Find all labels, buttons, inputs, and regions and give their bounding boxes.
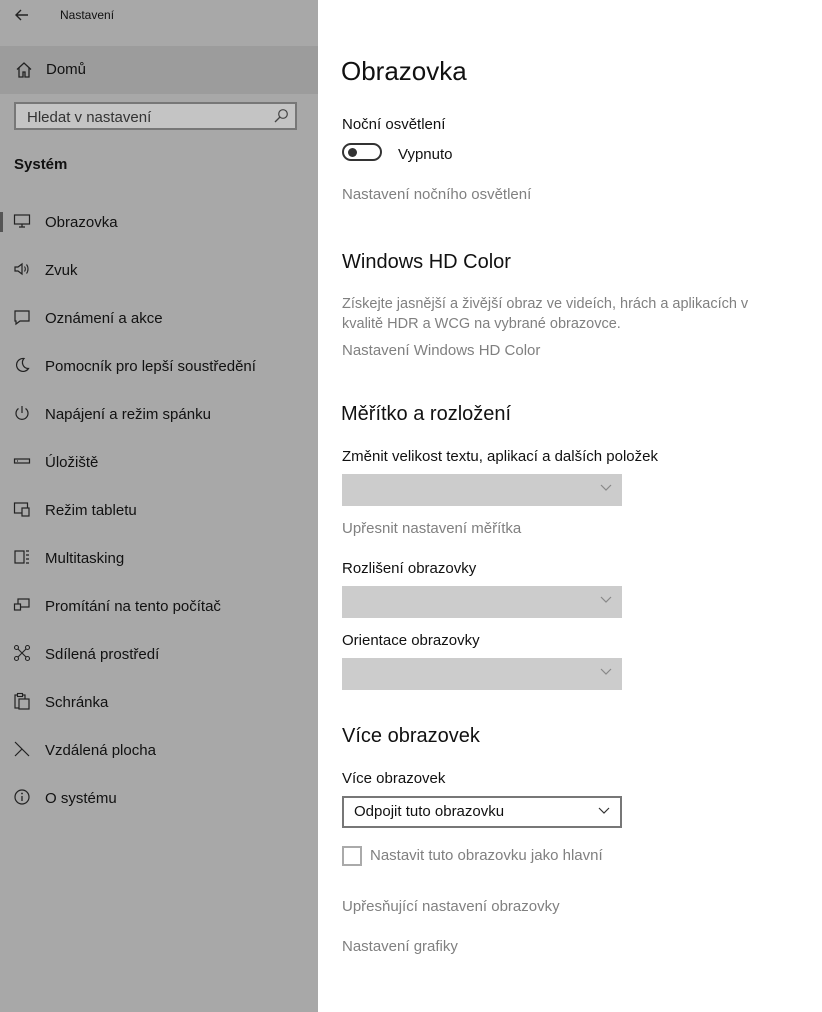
projecting-icon: [13, 596, 31, 614]
dropdown-selected-value: Odpojit tuto obrazovku: [354, 803, 505, 820]
sidebar-nav: [0, 198, 318, 822]
hd-color-heading: Windows HD Color: [342, 251, 511, 273]
sidebar-item-label: O systému: [45, 790, 117, 807]
resolution-dropdown[interactable]: [342, 586, 622, 618]
orientation-label: Orientace obrazovky: [342, 632, 480, 649]
sidebar-item-clipboard[interactable]: [0, 678, 318, 726]
multitasking-icon: [13, 548, 31, 566]
sidebar-item-label: Schránka: [45, 694, 109, 711]
scale-dropdown[interactable]: [342, 474, 622, 506]
sidebar: [0, 0, 318, 1012]
night-light-toggle-state: Vypnuto: [398, 146, 453, 163]
sidebar-item-display[interactable]: [0, 198, 318, 246]
sidebar-item-label: Zvuk: [45, 262, 78, 279]
sidebar-item-storage[interactable]: [0, 438, 318, 486]
clipboard-icon: [13, 692, 31, 710]
section-label: Systém: [14, 156, 68, 173]
page-title: Obrazovka: [341, 56, 467, 86]
hd-color-description: Získejte jasnější a živější obraz ve videích, hrách a aplikacích v kvalitě HDR a WCG na vybrané obrazovce.: [342, 296, 749, 332]
graphics-settings-link[interactable]: Nastavení grafiky: [342, 938, 458, 955]
sidebar-item-label: Režim tabletu: [45, 502, 137, 519]
sidebar-item-projecting[interactable]: [0, 582, 318, 630]
sidebar-item-shared-experiences[interactable]: [0, 630, 318, 678]
scale-layout-heading: Měřítko a rozložení: [341, 403, 512, 425]
sidebar-item-label: Promítání na tento počítač: [45, 598, 221, 615]
home-nav-item[interactable]: [0, 46, 318, 94]
monitor-icon: [13, 212, 31, 230]
speaker-icon: [13, 260, 31, 278]
orientation-dropdown[interactable]: [342, 658, 622, 690]
app-title: Nastavení: [60, 8, 115, 22]
resolution-label: Rozlišení obrazovky: [342, 560, 477, 577]
multiple-displays-heading: Více obrazovek: [342, 725, 480, 747]
multiple-displays-label: Více obrazovek: [342, 770, 446, 787]
back-button[interactable]: [12, 5, 32, 25]
sidebar-item-remote-desktop[interactable]: [0, 726, 318, 774]
sidebar-item-label: Úložiště: [45, 454, 99, 471]
sidebar-item-power[interactable]: [0, 390, 318, 438]
search-box[interactable]: [14, 102, 297, 130]
chevron-down-icon: [600, 668, 612, 676]
shared-experiences-icon: [13, 644, 31, 662]
back-arrow-icon: [12, 5, 32, 25]
sidebar-item-label: Vzdálená plocha: [45, 742, 156, 759]
sidebar-item-about[interactable]: [0, 774, 318, 822]
multiple-displays-dropdown[interactable]: [342, 796, 622, 828]
sidebar-item-label: Multitasking: [45, 550, 125, 567]
home-icon: [14, 60, 34, 80]
sidebar-item-label: Oznámení a akce: [45, 310, 163, 327]
main-display-checkbox-label: Nastavit tuto obrazovku jako hlavní: [370, 847, 603, 864]
sidebar-item-tablet-mode[interactable]: [0, 486, 318, 534]
notification-icon: [13, 308, 31, 326]
power-icon: [13, 404, 31, 422]
search-input[interactable]: [25, 107, 269, 127]
sidebar-item-notifications[interactable]: [0, 294, 318, 342]
sidebar-item-multitasking[interactable]: [0, 534, 318, 582]
scale-label: Změnit velikost textu, aplikací a dalších položek: [342, 448, 658, 465]
night-light-settings-link[interactable]: Nastavení nočního osvětlení: [342, 186, 532, 203]
hd-color-settings-link[interactable]: Nastavení Windows HD Color: [342, 342, 541, 359]
sidebar-item-label: Napájení a režim spánku: [45, 406, 211, 423]
advanced-display-settings-link[interactable]: Upřesňující nastavení obrazovky: [342, 898, 560, 915]
chevron-down-icon: [598, 807, 610, 815]
main-content: [318, 0, 822, 1012]
advanced-scale-link[interactable]: Upřesnit nastavení měřítka: [342, 520, 522, 537]
info-icon: [13, 788, 31, 806]
sidebar-item-label: Pomocník pro lepší soustředění: [45, 358, 256, 375]
sidebar-item-sound[interactable]: [0, 246, 318, 294]
sidebar-item-focus-assist[interactable]: [0, 342, 318, 390]
chevron-down-icon: [600, 484, 612, 492]
sidebar-item-label: Sdílená prostředí: [45, 646, 160, 663]
storage-icon: [13, 452, 31, 470]
remote-desktop-icon: [13, 740, 31, 758]
sidebar-item-label: Obrazovka: [45, 214, 118, 231]
night-light-label: Noční osvětlení: [342, 116, 446, 133]
search-icon[interactable]: [273, 108, 289, 124]
main-display-checkbox[interactable]: [342, 846, 362, 866]
moon-icon: [13, 356, 31, 374]
tablet-icon: [13, 500, 31, 518]
title-bar: [0, 0, 318, 30]
night-light-toggle[interactable]: [342, 143, 382, 161]
chevron-down-icon: [600, 596, 612, 604]
home-label: Domů: [46, 61, 87, 78]
